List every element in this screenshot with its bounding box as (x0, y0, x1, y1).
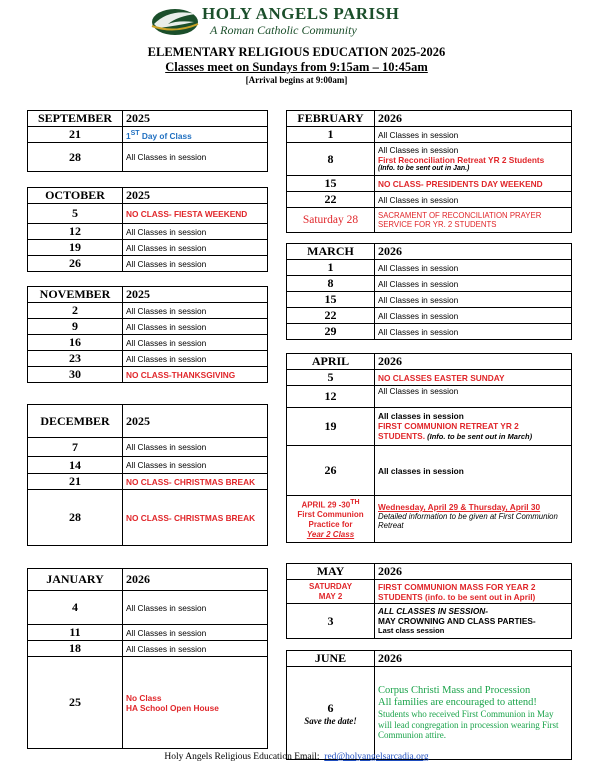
day-number: 11 (28, 625, 123, 641)
calendar-row (287, 192, 572, 208)
logo-tagline: A Roman Catholic Community (210, 23, 357, 37)
calendar-row (287, 580, 572, 604)
month-name: NOVEMBER (28, 287, 123, 303)
footer (0, 752, 593, 762)
day-status (375, 496, 572, 543)
calendar-row (287, 370, 572, 386)
month-name: JANUARY (28, 569, 123, 591)
day-status (375, 667, 572, 760)
month-name: DECEMBER (28, 405, 123, 438)
status-note: (Info. to be sent out in Jan.) (378, 165, 470, 172)
month-name: JUNE (287, 651, 375, 667)
calendar-row (28, 641, 268, 657)
day-status: All Classes in session (375, 192, 572, 208)
day-status: All Classes in session (375, 308, 572, 324)
day-number: 28 (28, 490, 123, 546)
day-status (375, 143, 572, 176)
day-status: All Classes in session (123, 143, 268, 172)
day-status: All Classes in session (375, 127, 572, 143)
calendar-row (28, 224, 268, 240)
calendar-row (28, 143, 268, 172)
month-header-march (287, 244, 572, 260)
calendar-row (28, 457, 268, 474)
day-status (123, 657, 268, 749)
status-note: Detailed information to be given at First Communion Retreat (378, 512, 558, 530)
calendar-row (287, 260, 572, 276)
calendar-row (287, 143, 572, 176)
spacer-row (287, 340, 572, 354)
day-number: 19 (28, 240, 123, 256)
day-number: 4 (28, 591, 123, 625)
month-header-april (287, 354, 572, 370)
day-status: All Classes in session (123, 625, 268, 641)
day-status: SACRAMENT OF RECONCILIATION PRAYER SERVICE FOR YR. 2 STUDENTS (375, 208, 572, 233)
calendar-row (287, 292, 572, 308)
day-number: 29 (287, 324, 375, 340)
month-year: 2026 (375, 354, 572, 370)
day-number (287, 667, 375, 760)
spacer-row (287, 639, 572, 651)
spacer (375, 233, 572, 244)
month-name: MARCH (287, 244, 375, 260)
parish-logo (150, 4, 415, 40)
spacer-row (287, 543, 572, 564)
calendar-row (28, 474, 268, 490)
footer-label: Holy Angels Religious Education Email: (164, 752, 320, 762)
date-line: Year 2 Class (306, 530, 355, 540)
calendar-row (28, 319, 268, 335)
day-number: 21 (28, 127, 123, 143)
schedule-line: Classes meet on Sundays from 9:15am – 10:45am (165, 60, 428, 74)
day-number: 15 (287, 292, 375, 308)
month-year: 2026 (375, 564, 572, 580)
date-line: MAY 2 (318, 591, 343, 601)
calendar-row (28, 438, 268, 457)
day-number: 1 (287, 127, 375, 143)
spacer-row (28, 383, 268, 405)
calendar-row (287, 276, 572, 292)
status-line: FIRST COMMUNION RETREAT YR 2 STUDENTS. (378, 421, 519, 441)
spacer (375, 639, 572, 651)
status-line: ALL CLASSES IN SESSION- (378, 606, 489, 616)
month-name: FEBRUARY (287, 111, 375, 127)
day-number (287, 580, 375, 604)
day-status: All Classes in session (375, 324, 572, 340)
spacer (375, 340, 572, 354)
status-superscript: ST (130, 129, 140, 137)
spacer (123, 172, 268, 188)
month-header-december (28, 405, 268, 438)
day-number: 7 (28, 438, 123, 457)
status-part: 1 (126, 130, 131, 141)
day-number: 23 (28, 351, 123, 367)
calendar-row (287, 324, 572, 340)
day-number: 8 (287, 143, 375, 176)
day-status (375, 604, 572, 639)
calendar-row (28, 335, 268, 351)
day-number: 22 (287, 192, 375, 208)
day-status: NO CLASS-THANKSGIVING (123, 367, 268, 383)
month-year: 2025 (123, 287, 268, 303)
spacer (28, 272, 123, 287)
day-number: 8 (287, 276, 375, 292)
month-header-september (28, 111, 268, 127)
status-line: All classes in session (378, 411, 464, 421)
status-line: MAY CROWNING AND CLASS PARTIES- (378, 616, 536, 626)
calendar-row (287, 604, 572, 639)
spacer (287, 639, 375, 651)
day-status: All classes in session (375, 446, 572, 496)
day-number: 28 (28, 143, 123, 172)
day-status: NO CLASS- CHRISTMAS BREAK (123, 490, 268, 546)
spacer-row (28, 546, 268, 569)
day-status: All Classes in session (123, 438, 268, 457)
day-number: 14 (28, 457, 123, 474)
day-status: All Classes in session (123, 224, 268, 240)
status-line: No Class (126, 692, 162, 703)
spacer (287, 233, 375, 244)
status-line: Corpus Christi Mass and Procession (378, 685, 531, 697)
month-name: MAY (287, 564, 375, 580)
day-status: All Classes in session (123, 335, 268, 351)
date-superscript: TH (350, 498, 360, 506)
status-line: Wednesday, April 29 & Thursday, April 30 (378, 502, 541, 512)
day-number: 18 (28, 641, 123, 657)
date-line: Practice for (308, 520, 353, 530)
date-line: 6 (327, 700, 334, 715)
day-number: 25 (28, 657, 123, 749)
month-year: 2025 (123, 405, 268, 438)
day-status: All Classes in session (375, 292, 572, 308)
date-line: APRIL 29 -30 (301, 500, 351, 510)
status-part: Day of Class (139, 130, 192, 141)
spacer-row (28, 272, 268, 287)
calendar-row (28, 127, 268, 143)
day-status: NO CLASS- PRESIDENTS DAY WEEKEND (375, 176, 572, 192)
status-note: Last class session (378, 626, 445, 635)
month-header-february (287, 111, 572, 127)
day-status: All Classes in session (123, 351, 268, 367)
spacer-row (28, 172, 268, 188)
month-name: OCTOBER (28, 188, 123, 204)
calendar-row (28, 591, 268, 625)
calendar-row (287, 386, 572, 408)
day-number: 5 (287, 370, 375, 386)
day-number: 12 (287, 386, 375, 408)
spacer (28, 546, 123, 569)
save-the-date-note: Save the date! (304, 715, 357, 726)
day-status: All Classes in session (375, 276, 572, 292)
month-year: 2026 (375, 111, 572, 127)
day-number: 21 (28, 474, 123, 490)
day-status (375, 408, 572, 446)
spacer (375, 543, 572, 564)
day-number: 26 (287, 446, 375, 496)
day-status: All Classes in session (123, 256, 268, 272)
month-year: 2026 (375, 651, 572, 667)
status-note: (Info. to be sent out in March) (425, 432, 533, 441)
spacer-row (287, 233, 572, 244)
day-status: All Classes in session (123, 303, 268, 319)
day-status: All Classes in session (123, 457, 268, 474)
calendar-row (28, 625, 268, 641)
spacer (28, 172, 123, 188)
spacer (28, 383, 123, 405)
status-line: First Reconciliation Retreat YR 2 Students (378, 155, 545, 165)
day-status: All Classes in session (123, 591, 268, 625)
month-header-november (28, 287, 268, 303)
calendar-row (28, 256, 268, 272)
spacer (287, 543, 375, 564)
calendar-row (28, 367, 268, 383)
calendar-row (28, 351, 268, 367)
email-link[interactable]: red@holyangelsarcadia.org (324, 752, 429, 762)
arrival-line: [Arrival begins at 9:00am] (245, 75, 348, 85)
day-status: NO CLASS- FIESTA WEEKEND (123, 204, 268, 224)
calendar-row (28, 490, 268, 546)
day-number: 30 (28, 367, 123, 383)
spacer (123, 272, 268, 287)
calendar-right (286, 110, 572, 760)
status-line: All families are encouraged to attend! (378, 697, 537, 709)
calendar-row (287, 408, 572, 446)
day-number: 3 (287, 604, 375, 639)
date-line: SATURDAY (308, 581, 353, 591)
day-status: All Classes in session (375, 386, 572, 408)
month-year: 2026 (123, 569, 268, 591)
day-number (287, 496, 375, 543)
day-status: NO CLASS- CHRISTMAS BREAK (123, 474, 268, 490)
month-header-january (28, 569, 268, 591)
spacer (287, 340, 375, 354)
day-number: 2 (28, 303, 123, 319)
day-number: 16 (28, 335, 123, 351)
month-header-june (287, 651, 572, 667)
calendar-row (287, 176, 572, 192)
angel-wings-icon (150, 4, 200, 40)
logo-name: HOLY ANGELS PARISH (202, 4, 400, 23)
calendar-row (287, 667, 572, 760)
calendar-row (287, 208, 572, 233)
day-number: 12 (28, 224, 123, 240)
calendar-row (287, 127, 572, 143)
calendar-row (287, 496, 572, 543)
day-number: Saturday 28 (287, 208, 375, 233)
spacer (123, 383, 268, 405)
calendar-row (287, 446, 572, 496)
day-number: 26 (28, 256, 123, 272)
month-year: 2026 (375, 244, 572, 260)
day-number: 1 (287, 260, 375, 276)
day-number: 15 (287, 176, 375, 192)
status-line: HA School Open House (126, 702, 219, 713)
calendar-row (28, 240, 268, 256)
calendar-row (28, 303, 268, 319)
day-number: 9 (28, 319, 123, 335)
day-number: 19 (287, 408, 375, 446)
day-status (123, 127, 268, 143)
month-name: APRIL (287, 354, 375, 370)
month-year: 2025 (123, 188, 268, 204)
day-status: NO CLASSES EASTER SUNDAY (375, 370, 572, 386)
day-status: All Classes in session (123, 641, 268, 657)
month-year: 2025 (123, 111, 268, 127)
calendar-row (28, 657, 268, 749)
day-status: FIRST COMMUNION MASS FOR YEAR 2 STUDENTS (info. to be sent out in April) (375, 580, 572, 604)
month-header-may (287, 564, 572, 580)
spacer (123, 546, 268, 569)
status-note: Students who received First Communion in May will lead congregation in procession wearing First Communion attire. (378, 709, 559, 741)
calendar-row (287, 308, 572, 324)
day-status: All Classes in session (123, 240, 268, 256)
month-name: SEPTEMBER (28, 111, 123, 127)
calendar-row (28, 204, 268, 224)
month-header-october (28, 188, 268, 204)
day-number: 22 (287, 308, 375, 324)
day-number: 5 (28, 204, 123, 224)
calendar-left (27, 110, 268, 749)
day-status: All Classes in session (375, 260, 572, 276)
page-title: ELEMENTARY RELIGIOUS EDUCATION 2025-2026 (147, 45, 446, 59)
day-status: All Classes in session (123, 319, 268, 335)
status-line: All Classes in session (378, 145, 459, 155)
date-line: First Communion (297, 510, 364, 520)
